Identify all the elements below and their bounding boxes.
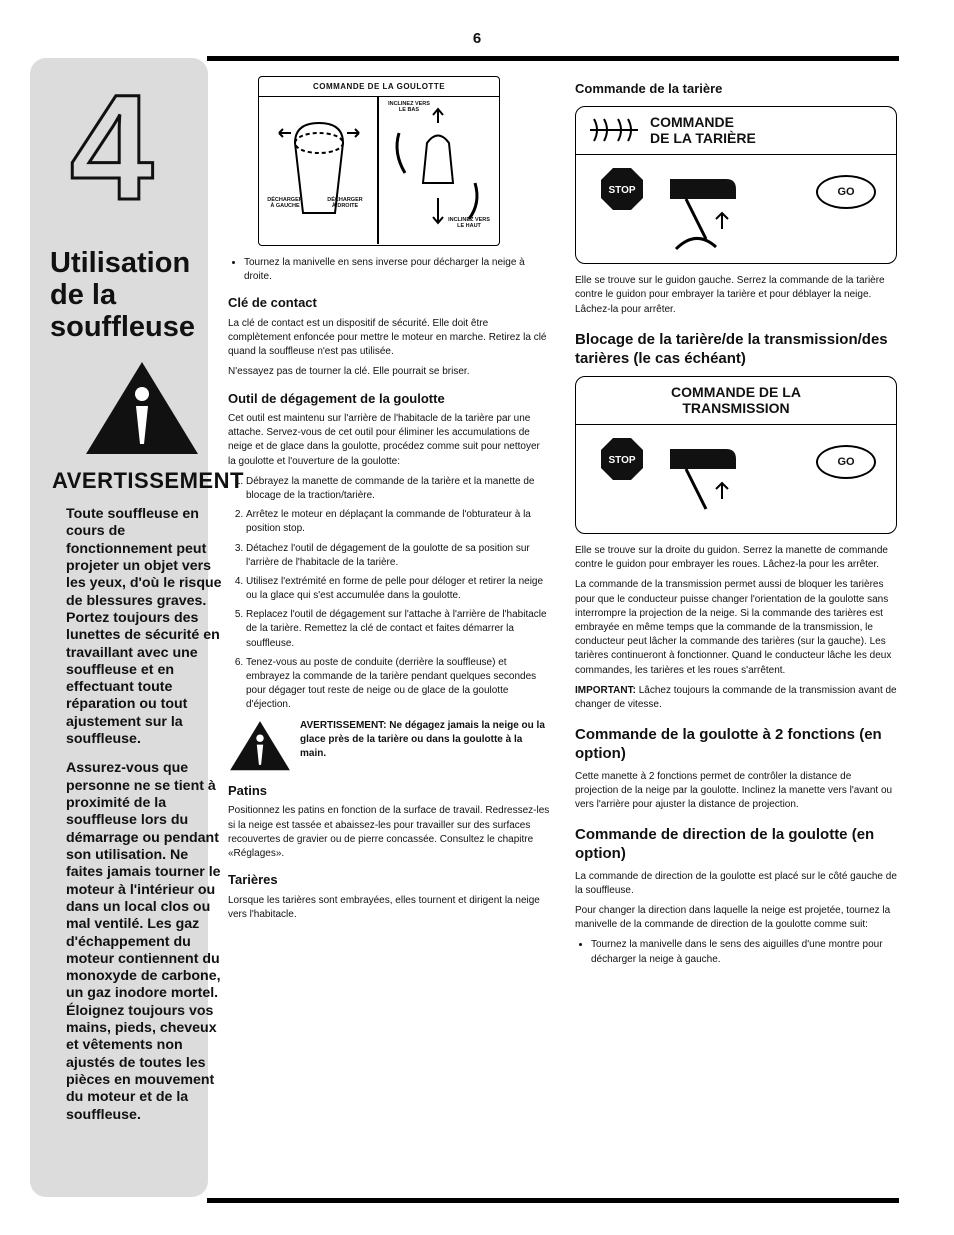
augers-text: Lorsque les tarières sont embrayées, elles tournent et dirigent la neige vers l'habitacle. [228, 894, 540, 920]
two-function-heading: Commande de la goulotte à 2 fonctions (en option) [575, 726, 882, 762]
key-text: N'essayez pas de tourner la clé. Elle pourrait se briser. [228, 366, 470, 378]
chapter-sidebar [30, 58, 244, 1197]
stop-text: STOP [608, 185, 636, 197]
important-note [575, 684, 897, 712]
chapter-title-line: Utilisation [50, 247, 191, 279]
stop-sign-icon [600, 437, 644, 481]
right-column [575, 70, 897, 973]
warning-text [66, 506, 226, 1136]
step-item: 1. Débrayez la manette de commande de la tarière et la manette de blocage de la traction/tarière. [246, 475, 550, 503]
two-function-text: Cette manette à 2 fonctions permet de contrôler la distance de projection de la neige par la goulotte. Inclinez la manette vers l'avant ou vers l'arrière pour ajuster la distance de projection. [575, 770, 893, 811]
key-heading: Clé de contact [228, 295, 317, 311]
figure-divider [377, 97, 379, 244]
chute-rotation-icon [265, 103, 373, 239]
step-item: 3. Détachez l'outil de dégagement de la goulotte de sa position sur l'arrière de l'habitacle de la tarière. [246, 542, 550, 570]
warning-paragraph: Toute souffleuse en cours de fonctionnement peut projeter un objet vers les yeux, d'où le risque de blessures graves. Portez toujours des lunettes de sécurité en travaillant avec une souffleuse et en effectuant toute réparation ou tout ajustement sur la souffleuse. [66, 506, 222, 748]
step-item: 6. Tenez-vous au poste de conduite (derrière la souffleuse) et embrayez la commande de la tarière pendant quelques secondes pour dégager tout reste de neige ou de glace de la goulotte d'éjection. [246, 656, 550, 713]
augers-heading: Tarières [228, 872, 278, 888]
direction-bullet: • Tournez la manivelle dans le sens des aiguilles d'une montre pour décharger la neige à gauche. [591, 938, 897, 966]
warning-title: AVERTISSEMENT [52, 468, 244, 493]
chapter-title-line: de la [50, 278, 117, 311]
auger-figure-body [576, 155, 896, 263]
tilt-down-label: INCLINEZ VERS LE BAS [388, 101, 430, 114]
auger-heading: Commande de la tarière [575, 81, 723, 96]
important-label: IMPORTANT: [575, 684, 636, 696]
tilt-up-label: INCLINEZ VERS LE HAUT [448, 217, 490, 230]
lock-heading: Blocage de la tarière/de la transmission/des tarières (le cas échéant) [575, 330, 888, 367]
drive-figure-body [576, 425, 896, 533]
drive-label-line: COMMANDE DE LA [671, 384, 801, 401]
step-item: 2. Arrêtez le moteur en déplaçant la commande de l'obturateur à la position stop. [246, 508, 550, 536]
key-text: La clé de contact est un dispositif de sécurité. Elle doit être complètement enfoncée pour mettre le moteur en marche. Retirez la clé quand la souffleuse n'est pas utilisée. [228, 317, 547, 358]
drive-text: La commande de la transmission permet aussi de bloquer les tarières pour que le conducteur puisse changer l'orientation de la goulotte sans interrompre la projection de la neige. Si la commande des tarières est embrayée en même temps que la commande de la transmission, le conducteur peut lâcher la commande des tarières (sur la gauche). Les tarières continueront à fonctionner. Quand le conducteur lâche les deux commandes, les tarières et les roues s'arrêtent. [575, 579, 892, 676]
go-label: GO [816, 445, 876, 479]
page-number: 6 [472, 30, 482, 47]
drive-text: Elle se trouve sur la droite du guidon. Serrez la manette de commande contre le guidon pour embrayer les roues. Lâchez-la pour les arrêter. [575, 545, 888, 571]
auger-figure-label [576, 107, 896, 155]
drive-label-line: TRANSMISSION [682, 399, 790, 416]
auger-control-figure [575, 106, 897, 264]
warning-triangle-icon [228, 719, 292, 772]
chute-figure-title: COMMANDE DE LA GOULOTTE [259, 77, 499, 97]
middle-column [228, 70, 550, 928]
direction-heading: Commande de direction de la goulotte (en option) [575, 826, 875, 862]
skids-text: Positionnez les patins en fonction de la surface de travail. Redressez-les si la neige est tassée et abaissez-les pour travailler sur des surfaces recouvertes de gravier ou de pierre concassée. Consultez le chapitre «Réglages». [228, 805, 550, 859]
step-item: 5. Replacez l'outil de dégagement sur l'attache à l'arrière de l'habitacle de la tarière. Remettez la clé de contact et faites démarrer la souffleuse. [246, 608, 550, 651]
callout-text: AVERTISSEMENT: Ne dégagez jamais la neige ou la glace près de la tarière ou dans la goulotte à la main. [300, 719, 545, 759]
warning-callout [228, 719, 550, 772]
tool-heading: Outil de dégagement de la goulotte [228, 390, 445, 406]
chapter-number: 4 [70, 63, 154, 231]
auger-label-line: COMMANDE [650, 114, 734, 131]
chapter-title [50, 248, 200, 344]
important-text: Lâchez toujours la commande de la transmission avant de changer de vitesse. [575, 684, 897, 710]
step-item: 4. Utilisez l'extrémité en forme de pelle pour déloger et retirer la neige ou la glace qui s'est accumulée dans la goulotte. [246, 575, 550, 603]
stop-text: STOP [608, 455, 636, 467]
auger-label-line: DE LA TARIÈRE [650, 129, 756, 146]
drive-control-figure [575, 376, 897, 534]
top-rule [207, 56, 899, 61]
handle-lever-icon [666, 439, 746, 525]
chute-bullet: • Tournez la manivelle en sens inverse pour décharger la neige à droite. [244, 256, 550, 284]
go-label: GO [816, 175, 876, 209]
warning-paragraph: Assurez-vous que personne ne se tient à proximité de la souffleuse lors du démarrage ou pendant son utilisation. Ne faites jamais tourner le moteur à l'intérieur ou dans un local clos ou mal ventilé. Les gaz d'échappement du moteur contiennent du monoxyde de carbone, un gaz inodore mortel. Éloignez toujours vos mains, pieds, cheveux et vêtements non ajustés de toutes les pièces en mouvement du moteur et de la souffleuse. [66, 760, 221, 1123]
drive-figure-label [576, 377, 896, 425]
direction-text: Pour changer la direction dans laquelle la neige est projetée, tournez la manivelle de la commande de direction de la goulotte comme suit: [575, 905, 891, 931]
discharge-right-label: DÉCHARGER À DROITE [327, 197, 363, 210]
tool-text: Cet outil est maintenu sur l'arrière de l'habitacle de la tarière par une attache. Servez-vous de cet outil pour éliminer les accumulations de neige et de glace dans la goulotte, procédez comme suit pour nettoyer la goulotte et l'ouverture de la goulotte: [228, 413, 540, 467]
stop-sign-icon [600, 167, 644, 211]
tool-steps [228, 475, 550, 713]
auger-icon [588, 115, 640, 145]
bottom-rule [207, 1198, 899, 1203]
warning-triangle-icon [82, 358, 202, 458]
auger-text: Elle se trouve sur le guidon gauche. Serrez la commande de la tarière contre le guidon pour embrayer la tarière et pour déblayer la neige. Lâchez-la pour arrêter. [575, 275, 885, 315]
handle-lever-icon [666, 169, 746, 255]
discharge-left-label: DÉCHARGER À GAUCHE [267, 197, 303, 210]
skids-heading: Patins [228, 782, 268, 798]
direction-text: La commande de direction de la goulotte est placé sur le côté gauche de la souffleuse. [575, 870, 897, 896]
chute-control-figure [258, 76, 500, 246]
chapter-title-line: souffleuse [50, 310, 196, 343]
